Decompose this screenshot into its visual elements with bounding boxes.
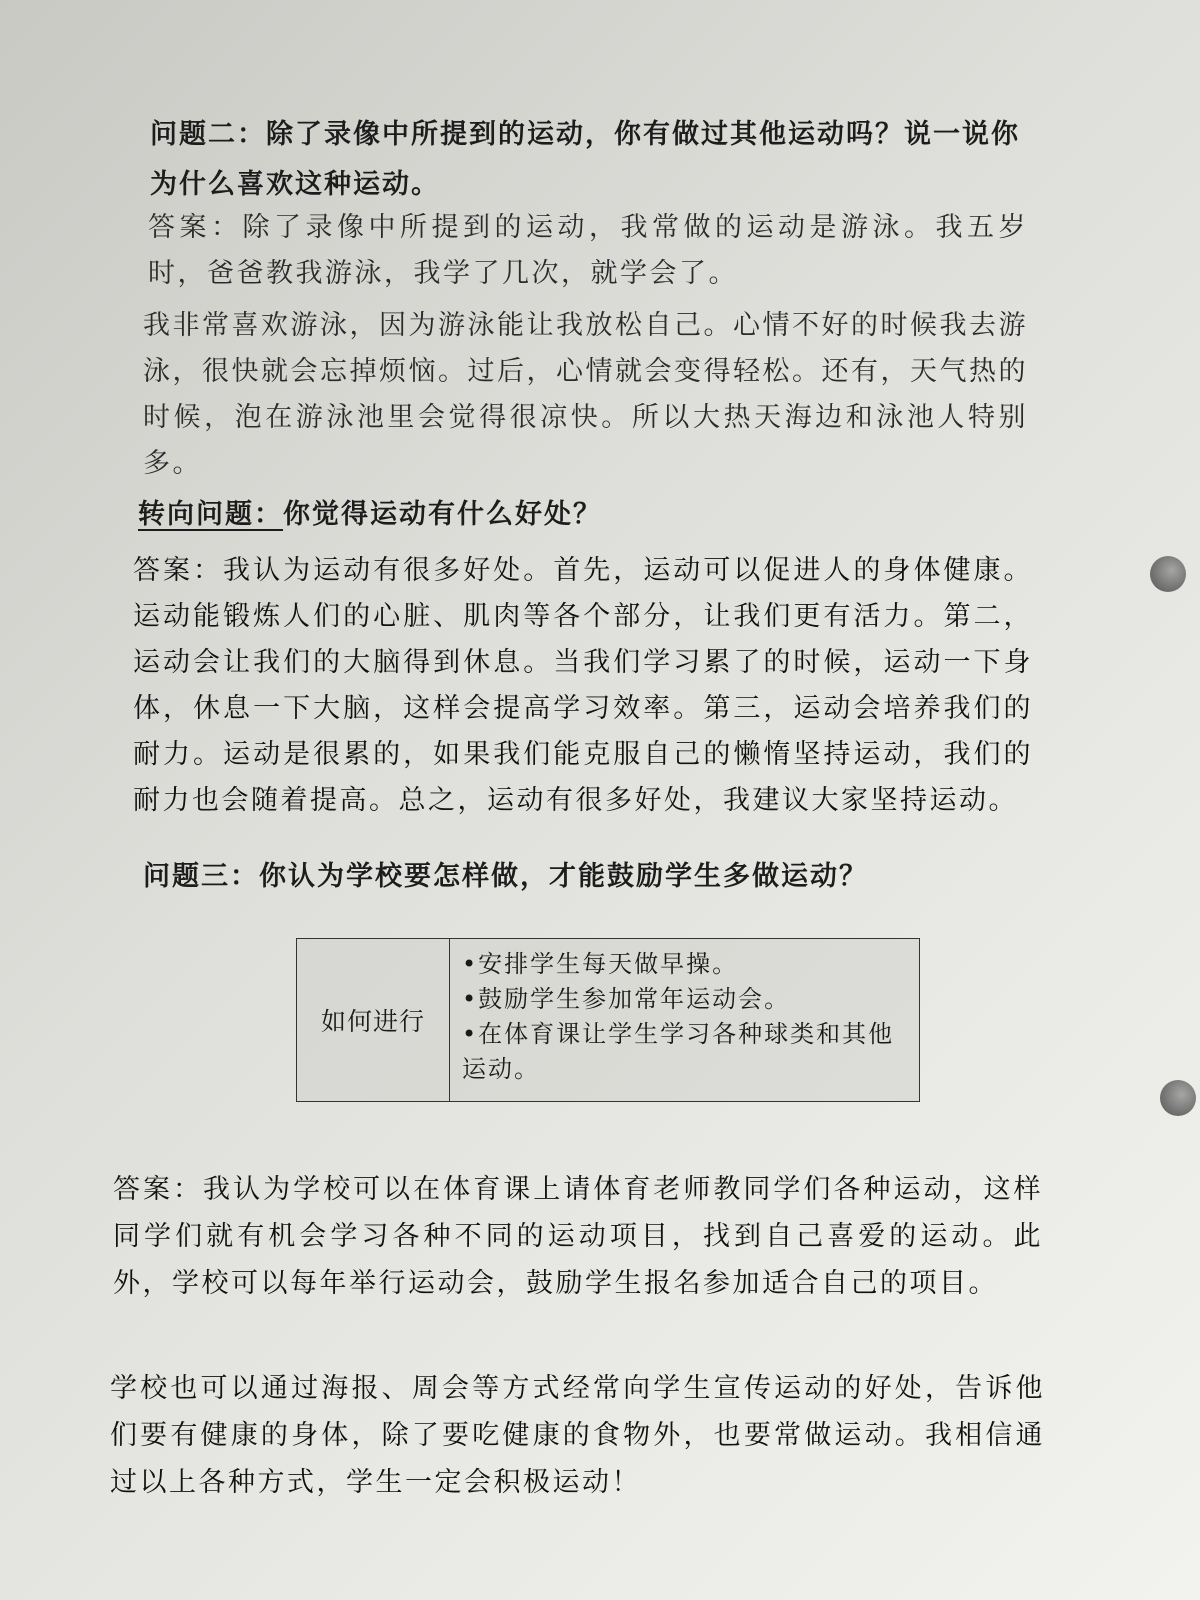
answer-three-paragraph-1: 答案：我认为学校可以在体育课上请体育老师教同学们各种运动，这样同学们就有机会学习各种不同的运动项目，找到自己喜爱的运动。此外，学校可以每年举行运动会，鼓励学生报名参加适合自己的项目。: [113, 1174, 1043, 1299]
method-item: •在体育课让学生学习各种球类和其他运动。: [462, 1020, 895, 1083]
method-table-label: 如何进行: [297, 939, 450, 1101]
turn-question-text: 你觉得运动有什么好处？: [283, 499, 602, 530]
answer-two-paragraph-2: 我非常喜欢游泳，因为游泳能让我放松自己。心情不好的时候我去游泳，很快就会忘掉烦恼。过后，心情就会变得轻松。还有，天气热的时候，泡在游泳池里会觉得很凉快。所以大热天海边和泳池人特别多。: [143, 310, 1028, 479]
turn-question-label: 转向问题：: [138, 499, 283, 530]
method-table: [296, 938, 920, 1102]
question-two-line2: 为什么喜欢这种运动。: [150, 169, 440, 200]
binder-hole-icon: [1160, 1080, 1196, 1116]
turn-question-heading: [138, 490, 1018, 540]
answer-three-paragraph-2: 学校也可以通过海报、周会等方式经常向学生宣传运动的好处，告诉他们要有健康的身体，除了要吃健康的食物外，也要常做运动。我相信通过以上各种方式，学生一定会积极运动！: [110, 1373, 1045, 1498]
method-table-list: [450, 939, 919, 1101]
question-three-heading: 问题三：你认为学校要怎样做，才能鼓励学生多做运动？: [143, 861, 868, 892]
answer-two-paragraph-1: 答案：除了录像中所提到的运动，我常做的运动是游泳。我五岁时，爸爸教我游泳，我学了几次，就学会了。: [148, 212, 1028, 289]
method-item: •安排学生每天做早操。: [462, 950, 739, 978]
question-two-line1: 问题二：除了录像中所提到的运动，你有做过其他运动吗？说一说你: [150, 119, 1020, 150]
method-item: •鼓励学生参加常年运动会。: [462, 985, 791, 1013]
turn-answer-paragraph: 答案：我认为运动有很多好处。首先，运动可以促进人的身体健康。运动能锻炼人们的心脏、肌肉等各个部分，让我们更有活力。第二，运动会让我们的大脑得到休息。当我们学习累了的时候，运动一下身体，休息一下大脑，这样会提高学习效率。第三，运动会培养我们的耐力。运动是很累的，如果我们能克服自己的懒惰坚持运动，我们的耐力也会随着提高。总之，运动有很多好处，我建议大家坚持运动。: [133, 555, 1033, 816]
binder-hole-icon: [1150, 556, 1186, 592]
question-two-heading: [150, 110, 1050, 210]
